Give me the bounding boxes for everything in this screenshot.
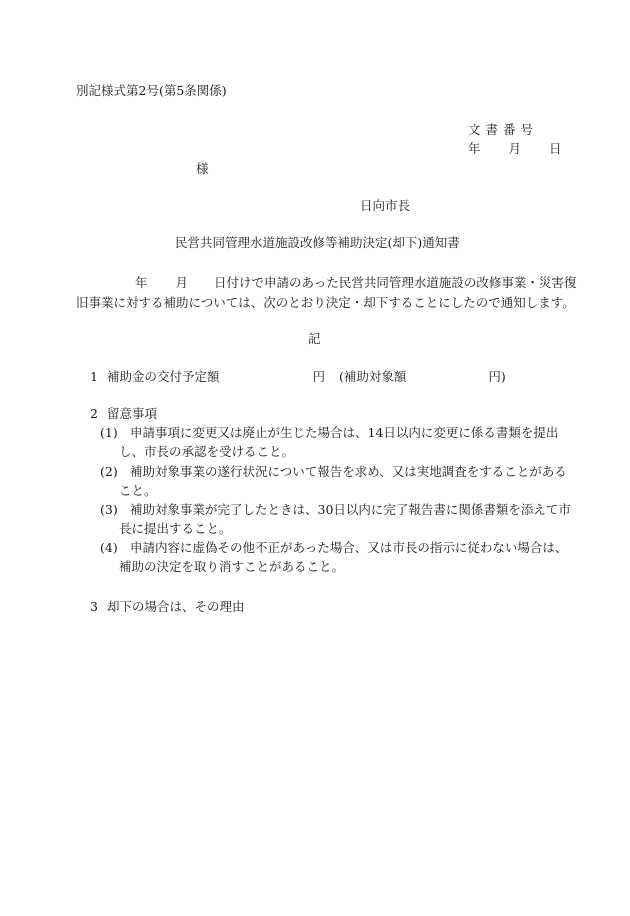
note-item-4-line-2: 補助の決定を取り消すことがあること。 [119, 559, 345, 574]
issuer-name: 日向市長 [360, 198, 411, 213]
item-1-label: 補助金の交付予定額 [107, 369, 220, 384]
item-2-notes [90, 405, 157, 423]
item-3-rejection-reason [90, 598, 245, 616]
note-item-3-number: (3) [100, 502, 118, 517]
item-2-label: 留意事項 [107, 406, 158, 421]
note-item-2-line-2: こと。 [119, 483, 157, 498]
document-number-label: 文書番号 [468, 122, 539, 137]
intro-line-2: 旧事業に対する補助については、次のとおり決定・却下することにしたので通知します。 [76, 295, 575, 310]
ki-heading: 記 [308, 331, 321, 346]
item-2-number: 2 [90, 406, 98, 421]
item-1-yen: 円 [312, 369, 326, 384]
form-label: 別記様式第2号(第5条関係) [76, 83, 227, 98]
note-item-1-line-2: し、市長の承認を受けること。 [119, 444, 295, 459]
intro-paragraph [76, 273, 577, 313]
intro-line-1 [76, 273, 577, 293]
intro-month: 月 [175, 275, 189, 290]
intro-year: 年 [135, 275, 148, 290]
date-day-label: 日 [549, 141, 562, 156]
intro-line-1-rest: 日付けで申請のあった民営共同管理水道施設の改修事業・災害復 [214, 275, 577, 290]
note-item-1 [100, 423, 560, 461]
item-1-subsidy-yen: 円) [488, 369, 506, 384]
note-item-2 [100, 462, 567, 500]
note-item-2-number: (2) [100, 464, 118, 479]
item-1-grant-amount [90, 368, 506, 386]
note-item-1-number: (1) [100, 425, 118, 440]
note-item-4-number: (4) [100, 540, 118, 555]
item-3-label: 却下の場合は、その理由 [107, 599, 245, 614]
date-month-label: 月 [508, 141, 522, 156]
note-item-4 [100, 538, 568, 576]
item-1-number: 1 [90, 369, 98, 384]
note-item-3-line-2: 長に提出すること。 [119, 521, 232, 536]
item-3-number: 3 [90, 599, 98, 614]
note-item-3 [100, 500, 571, 538]
note-item-2-line-1: 補助対象事業の遂行状況について報告を求め、又は実地調査をすることがある [130, 464, 567, 479]
note-item-1-line-1: 申請事項に変更又は廃止が生じた場合は、14日以内に変更に係る書類を提出 [130, 425, 559, 440]
note-item-3-line-1: 補助対象事業が完了したときは、30日以内に完了報告書に関係書類を添えて市 [130, 502, 571, 517]
item-1-subsidy-label: (補助対象額 [339, 369, 407, 384]
document-title: 民営共同管理水道施設改修等補助決定(却下)通知書 [175, 235, 460, 250]
note-item-4-line-1: 申請内容に虚偽その他不正があった場合、又は市長の指示に従わない場合は、 [130, 540, 568, 555]
document-date [468, 140, 562, 158]
addressee-honorific: 様 [196, 161, 209, 176]
date-year-label: 年 [468, 141, 481, 156]
